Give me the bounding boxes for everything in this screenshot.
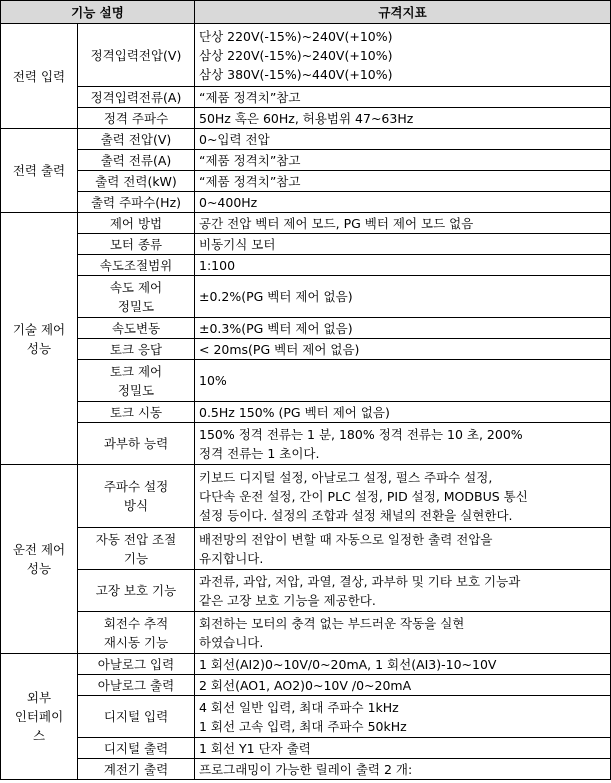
value-text: 50Hz 혹은 60Hz, 허용범위 47~63Hz [199, 110, 414, 126]
value-cell [195, 108, 611, 129]
value-text: 같은 고장 보호 기능을 제공한다. [199, 592, 376, 608]
item-cell [78, 276, 195, 318]
table-row [1, 129, 611, 150]
table-row [1, 255, 611, 276]
category-cell [1, 24, 78, 129]
category-label: 기술 제어 [12, 321, 66, 337]
table-row [1, 759, 611, 780]
item-label: 방식 [123, 498, 149, 513]
table-row [1, 528, 611, 570]
value-cell [195, 402, 611, 423]
value-cell [195, 192, 611, 213]
value-text: 1:100 [199, 257, 236, 273]
value-cell [195, 696, 611, 738]
value-text: 10% [199, 373, 227, 388]
value-cell [195, 360, 611, 402]
item-cell [78, 255, 195, 276]
table-row [1, 108, 611, 129]
item-cell [78, 696, 195, 738]
item-label: 제어 방법 [109, 215, 163, 231]
value-cell [195, 423, 611, 465]
value-text: 0~400Hz [199, 194, 258, 210]
table-row [1, 318, 611, 339]
value-cell [195, 87, 611, 108]
item-label: 모터 종류 [109, 236, 163, 252]
item-label: 디지털 입력 [103, 709, 169, 724]
category-cell [1, 465, 78, 654]
table-row [1, 276, 611, 318]
value-text: 1 회선 Y1 단자 출력 [199, 740, 311, 756]
item-cell [78, 654, 195, 675]
value-cell [195, 612, 611, 654]
category-label: 성능 [26, 561, 52, 576]
table-row [1, 339, 611, 360]
item-cell [78, 360, 195, 402]
table-row [1, 675, 611, 696]
item-label: 정격입력전류(A) [90, 89, 182, 105]
value-cell [195, 171, 611, 192]
item-label: 회전수 추적 [103, 615, 169, 631]
table-row [1, 654, 611, 675]
value-text: 4 회선 일반 입력, 최대 주파수 1kHz [199, 699, 399, 715]
value-cell [195, 129, 611, 150]
value-text: 150% 정격 전류는 1 분, 180% 정격 전류는 10 초, 200% [199, 426, 523, 442]
category-label: 운전 제어 [12, 542, 66, 557]
item-cell [78, 108, 195, 129]
table-row [1, 360, 611, 402]
spec-table-body [1, 24, 611, 780]
item-label: 정밀도 [117, 382, 155, 398]
category-label: 성능 [26, 340, 52, 356]
category-label: 스 [32, 728, 46, 743]
item-label: 속도변동 [111, 320, 161, 336]
item-cell [78, 339, 195, 360]
item-cell [78, 171, 195, 192]
item-label: 과부하 능력 [103, 436, 169, 451]
value-text: 하였습니다. [199, 634, 264, 650]
item-cell [78, 402, 195, 423]
item-label: 출력 전력(kW) [95, 173, 177, 189]
table-row [1, 192, 611, 213]
table-row [1, 171, 611, 192]
value-cell [195, 465, 611, 528]
value-text: 1 회선 고속 입력, 최대 주파수 50kHz [199, 718, 407, 734]
item-cell [78, 318, 195, 339]
table-header-row [1, 1, 611, 24]
item-cell [78, 570, 195, 612]
item-label: 출력 주파수(Hz) [90, 194, 182, 210]
value-text: 0~입력 전압 [199, 131, 270, 147]
value-text: 0.5Hz 150% (PG 벡터 제어 없음) [199, 404, 390, 420]
item-label: 토크 응답 [109, 341, 163, 357]
item-cell [78, 612, 195, 654]
item-cell [78, 192, 195, 213]
value-cell [195, 738, 611, 759]
item-label: 재시동 기능 [103, 634, 169, 650]
item-label: 정격 주파수 [103, 110, 169, 126]
item-cell [78, 24, 195, 87]
category-cell [1, 129, 78, 213]
table-row [1, 234, 611, 255]
item-cell [78, 675, 195, 696]
item-label: 토크 제어 [109, 363, 163, 379]
value-cell [195, 276, 611, 318]
item-label: 자동 전압 조절 [95, 531, 177, 547]
item-cell [78, 150, 195, 171]
item-label: 정격입력전압(V) [90, 47, 182, 63]
value-cell [195, 654, 611, 675]
value-cell [195, 234, 611, 255]
item-label: 계전기 출력 [103, 761, 169, 777]
category-label: 전력 출력 [12, 163, 66, 178]
value-text: 배전망의 전압이 변할 때 자동으로 일정한 출력 전압을 [199, 531, 493, 547]
category-label: 인터페이 [14, 709, 64, 724]
value-text: 키보드 디지털 설정, 아날로그 설정, 펄스 주파수 설정, [199, 469, 493, 485]
table-row [1, 24, 611, 87]
table-row [1, 213, 611, 234]
value-text: 공간 전압 벡터 제어 모드, PG 벡터 제어 모드 없음 [199, 215, 474, 231]
item-label: 속도 제어 [109, 279, 163, 295]
item-label: 아날로그 출력 [97, 677, 175, 693]
value-text: 단상 220V(-15%)~240V(+10%) [199, 28, 393, 44]
value-cell [195, 318, 611, 339]
value-cell [195, 570, 611, 612]
item-label: 정밀도 [117, 298, 155, 314]
item-label: 토크 시동 [109, 404, 163, 420]
category-label: 외부 [26, 690, 52, 705]
value-cell [195, 675, 611, 696]
table-row [1, 738, 611, 759]
category-label: 전력 입력 [12, 68, 66, 84]
value-cell [195, 528, 611, 570]
value-cell [195, 759, 611, 780]
value-text: “제품 정격치”참고 [199, 173, 301, 189]
header-spec: 규격지표 [195, 1, 611, 24]
value-text: 회전하는 모터의 충격 없는 부드러운 작동을 실현 [199, 615, 465, 631]
value-cell [195, 339, 611, 360]
item-label: 출력 전압(V) [100, 131, 172, 147]
table-row [1, 402, 611, 423]
item-cell [78, 528, 195, 570]
item-cell [78, 87, 195, 108]
value-text: 삼상 380V(-15%)~440V(+10%) [199, 66, 393, 82]
value-text: 과전류, 과압, 저압, 과열, 결상, 과부하 및 기타 보호 기능과 [199, 573, 521, 589]
item-cell [78, 129, 195, 150]
table-row [1, 696, 611, 738]
item-label: 기능 [123, 550, 149, 566]
table-row [1, 87, 611, 108]
table-row [1, 150, 611, 171]
value-text: 2 회선(AO1, AO2)0~10V /0~20mA [199, 677, 412, 693]
value-text: ±0.3%(PG 벡터 제어 없음) [199, 320, 353, 336]
value-cell [195, 255, 611, 276]
value-text: “제품 정격치”참고 [199, 152, 301, 168]
value-text: 삼상 220V(-15%)~240V(+10%) [199, 47, 393, 63]
table-row [1, 423, 611, 465]
item-label: 주파수 설정 [103, 479, 169, 494]
value-text: 비동기식 모터 [199, 236, 276, 252]
item-cell [78, 738, 195, 759]
item-cell [78, 759, 195, 780]
value-cell [195, 150, 611, 171]
value-text: 유지합니다. [199, 550, 264, 566]
item-label: 디지털 출력 [103, 740, 169, 756]
value-cell [195, 24, 611, 87]
value-cell [195, 213, 611, 234]
item-cell [78, 423, 195, 465]
item-cell [78, 213, 195, 234]
value-text: 다단속 운전 설정, 간이 PLC 설정, PID 설정, MODBUS 통신 [199, 488, 528, 504]
header-function: 기능 설명 [1, 1, 195, 24]
category-cell [1, 654, 78, 780]
value-text: 설정 등이다. 설정의 조합과 설정 채널의 전환을 실현한다. [199, 507, 513, 523]
table-row [1, 465, 611, 528]
value-text: 1 회선(AI2)0~10V/0~20mA, 1 회선(AI3)-10~10V [199, 656, 497, 672]
item-cell [78, 234, 195, 255]
item-label: 아날로그 입력 [97, 656, 175, 672]
table-row [1, 612, 611, 654]
table-row [1, 570, 611, 612]
item-label: 출력 전류(A) [100, 152, 172, 168]
value-text: < 20ms(PG 벡터 제어 없음) [199, 341, 360, 357]
value-text: ±0.2%(PG 벡터 제어 없음) [199, 289, 353, 304]
item-label: 고장 보호 기능 [95, 583, 177, 598]
item-label: 속도조절범위 [99, 257, 173, 273]
value-text: 정격 전류는 1 초이다. [199, 445, 320, 461]
value-text: “제품 정격치”참고 [199, 89, 301, 105]
value-text: 프로그래밍이 가능한 릴레이 출력 2 개: [199, 761, 413, 777]
category-cell [1, 213, 78, 465]
item-cell [78, 465, 195, 528]
